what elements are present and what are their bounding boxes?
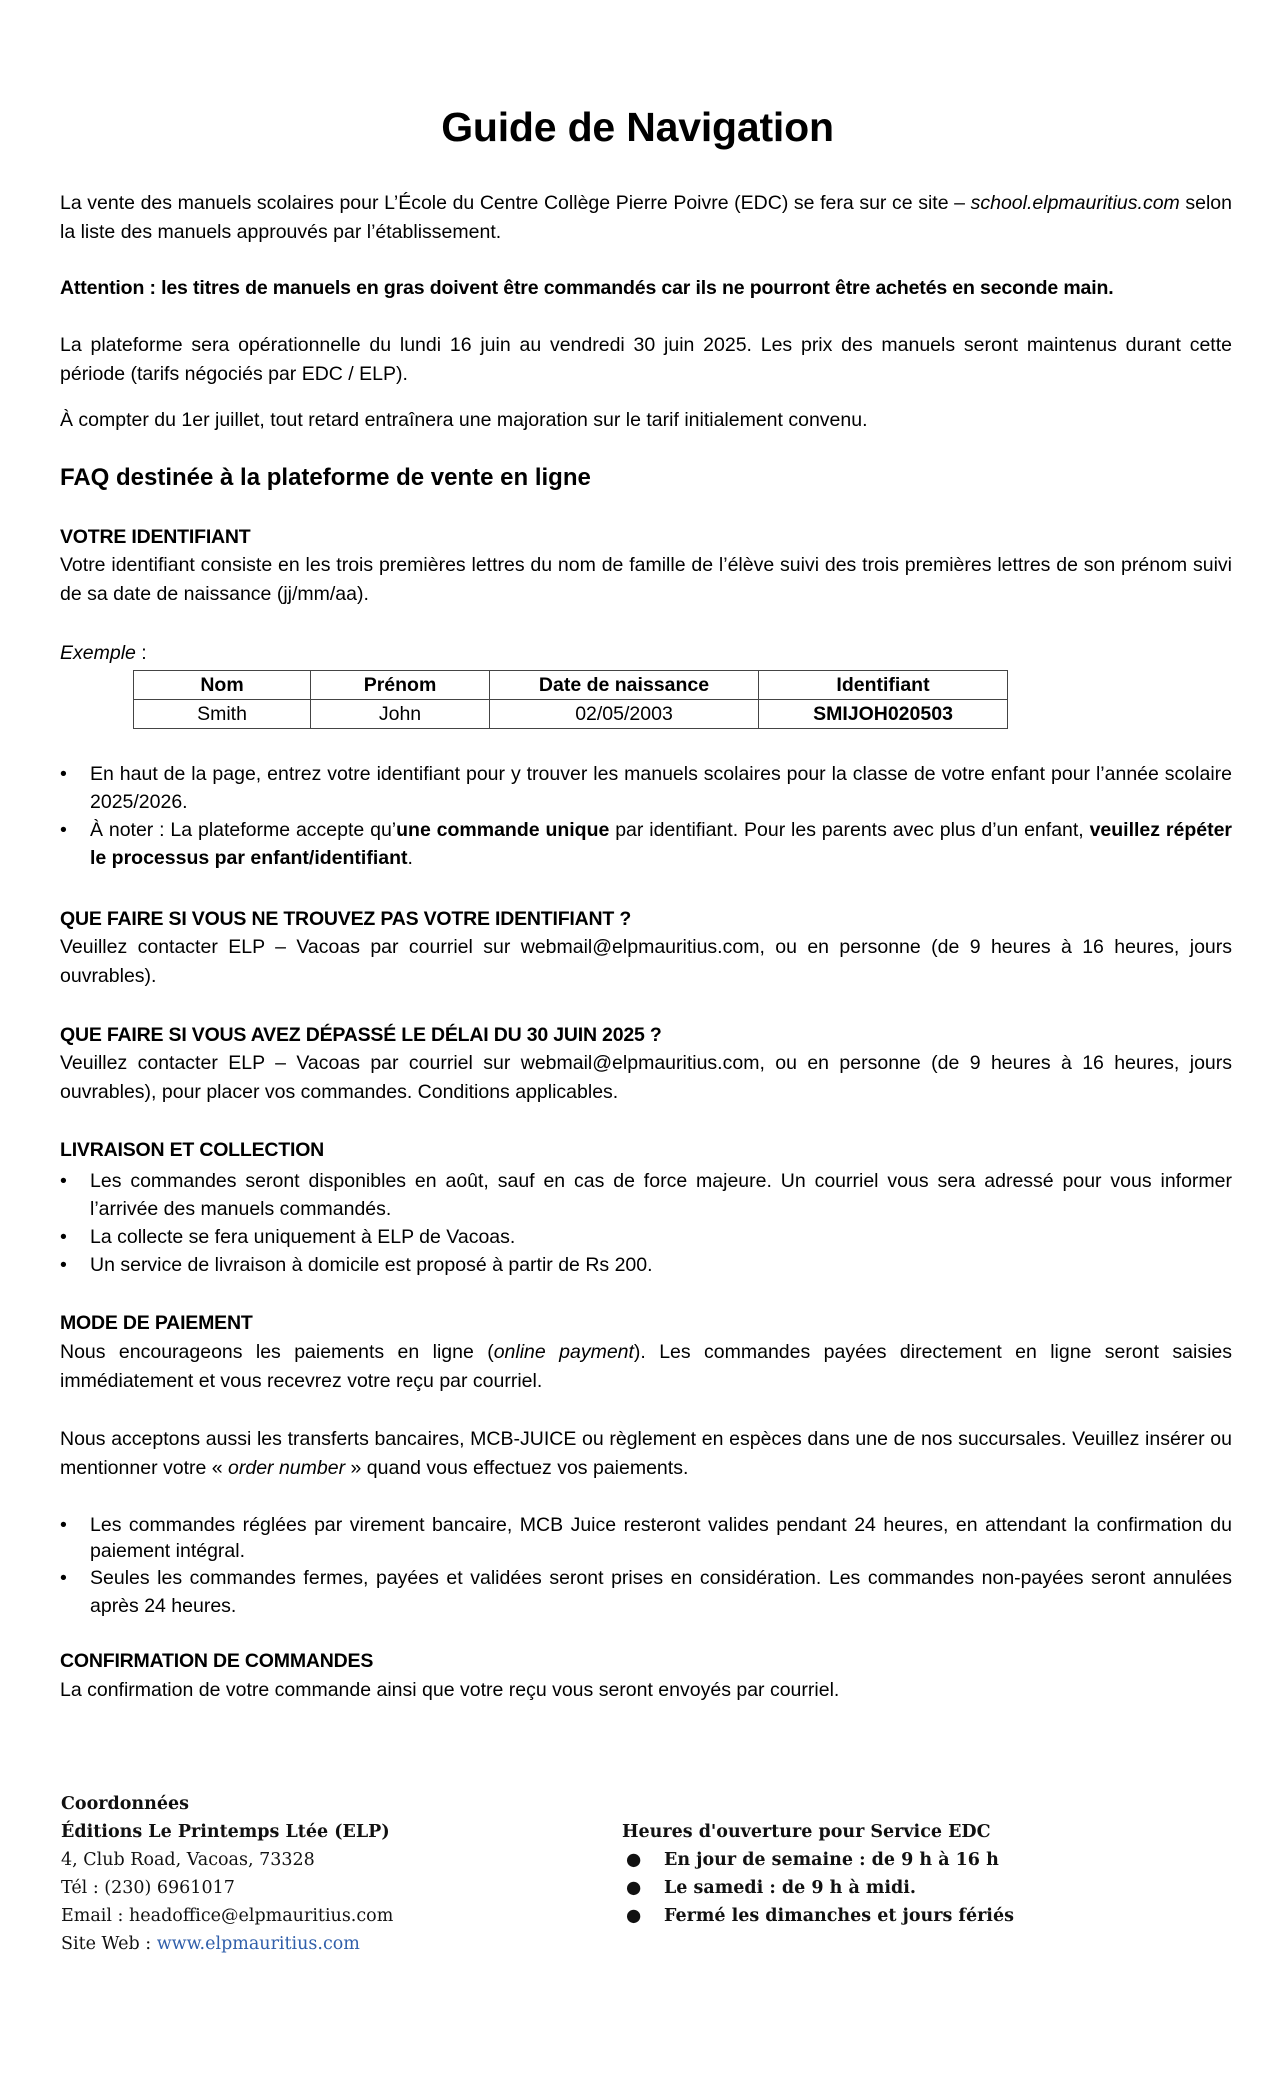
list-item-text: Seules les commandes fermes, payées et validées seront prises en considération. Les commandes non-payées seront annulées après 24 heures.	[90, 1567, 1232, 1617]
hours-item	[622, 1902, 1014, 1930]
page-title: Guide de Navigation	[441, 104, 834, 150]
italic-text: online payment	[493, 1341, 634, 1363]
bullet-icon: •	[60, 819, 67, 841]
company-name: Éditions Le Printemps Ltée (ELP)	[61, 1822, 390, 1842]
payment-bullets	[60, 1512, 1232, 1620]
example-label	[60, 639, 147, 667]
bullet-icon: ●	[626, 1878, 642, 1898]
bullet-icon: ●	[626, 1850, 642, 1870]
list-item-text: Les commandes réglées par virement bancaire, MCB Juice resteront valides pendant 24 heures, en attendant la confirmation du paiement intégral.	[90, 1514, 1232, 1562]
platform-period-paragraph: La plateforme sera opérationnelle du lundi 16 juin au vendredi 30 juin 2025. Les prix des manuels seront maintenus durant cette période (tarifs négociés par EDC / ELP).	[60, 334, 1232, 385]
opening-hours-block	[622, 1818, 1014, 1930]
phone: Tél : (230) 6961017	[61, 1878, 235, 1898]
not-found-text: Veuillez contacter ELP – Vacoas par courriel sur webmail@elpmauritius.com, ou en personne (de 9 heures à 16 heures, jours ouvrables).	[60, 936, 1232, 987]
section-heading-late: QUE FAIRE SI VOUS AVEZ DÉPASSÉ LE DÉLAI DU 30 JUIN 2025 ?	[60, 1024, 662, 1046]
section-heading-confirmation: CONFIRMATION DE COMMANDES	[60, 1650, 374, 1672]
list-item	[60, 1564, 1232, 1620]
table-cell-nom: Smith	[134, 700, 311, 729]
identifiant-example-table	[133, 670, 1008, 729]
bullet-icon: •	[60, 1254, 67, 1276]
table-cell-prenom: John	[311, 700, 490, 729]
list-item-text: Les commandes seront disponibles en août, sauf en cas de force majeure. Un courriel vous sera adressé pour vous informer l’arrivée des manuels commandés.	[90, 1170, 1232, 1220]
contact-heading: Coordonnées	[61, 1794, 189, 1814]
table-cell-identifiant: SMIJOH020503	[759, 700, 1008, 729]
payment-paragraph-2	[60, 1425, 1232, 1482]
list-item-text: La collecte se fera uniquement à ELP de Vacoas.	[90, 1226, 516, 1248]
payment-paragraph-1	[60, 1338, 1232, 1395]
table-header-date: Date de naissance	[490, 671, 759, 700]
example-colon: :	[135, 642, 147, 664]
bullet-icon: •	[60, 1170, 67, 1192]
website-line	[61, 1930, 393, 1958]
section-heading-delivery: LIVRAISON ET COLLECTION	[60, 1139, 325, 1161]
section-heading-not-found: QUE FAIRE SI VOUS NE TROUVEZ PAS VOTRE IDENTIFIANT ?	[60, 908, 632, 930]
list-item	[60, 1251, 1232, 1279]
paragraph-text: » quand vous effectuez vos paiements.	[345, 1456, 689, 1479]
hours-heading: Heures d'ouverture pour Service EDC	[622, 1822, 991, 1842]
italic-text: order number	[228, 1456, 346, 1479]
example-label-text: Exemple	[60, 642, 136, 664]
paragraph-text: ). Les commandes payées directement en ligne seront saisies immédiatement et vous recevrez votre reçu par courriel.	[60, 1341, 1232, 1392]
list-item-text: En haut de la page, entrez votre identifiant pour y trouver les manuels scolaires pour la classe de votre enfant pour l’année scolaire 2025/2026.	[90, 763, 1232, 813]
emphasis-text: une commande unique	[396, 819, 610, 841]
confirmation-text: La confirmation de votre commande ainsi que votre reçu vous seront envoyés par courriel.	[60, 1679, 840, 1701]
bullet-icon: ●	[626, 1906, 642, 1926]
website-label: Site Web :	[61, 1934, 157, 1954]
list-item-text: Un service de livraison à domicile est proposé à partir de Rs 200.	[90, 1254, 653, 1276]
list-item	[60, 816, 1232, 872]
intro-rest: selon la liste des manuels approuvés par l’établissement.	[60, 192, 1232, 243]
site-link[interactable]: school.elpmauritius.com	[970, 192, 1180, 214]
table-header-row	[134, 671, 1008, 700]
late-text: Veuillez contacter ELP – Vacoas par courriel sur webmail@elpmauritius.com, ou en personne (de 9 heures à 16 heures, jours ouvrables), pour placer vos commandes. Conditions applicables.	[60, 1052, 1232, 1103]
section-heading-identifiant: VOTRE IDENTIFIANT	[60, 526, 251, 548]
list-item	[60, 760, 1232, 816]
attention-notice: Attention : les titres de manuels en gras doivent être commandés car ils ne pourront être achetés en seconde main.	[60, 277, 1114, 299]
bullet-icon: •	[60, 1514, 67, 1536]
bullet-icon: •	[60, 1226, 67, 1248]
paragraph-text: Nous encourageons les paiements en ligne (	[60, 1341, 494, 1363]
table-row	[134, 700, 1008, 729]
table-header-nom: Nom	[134, 671, 311, 700]
hours-text: En jour de semaine : de 9 h à 16 h	[664, 1850, 999, 1870]
list-item	[60, 1167, 1232, 1223]
emphasis-text: veuillez répéter le processus par enfant/identifiant	[90, 819, 1232, 869]
website-link[interactable]: www.elpmauritius.com	[156, 1934, 360, 1954]
list-item	[60, 1223, 1232, 1251]
table-header-prenom: Prénom	[311, 671, 490, 700]
intro-text: La vente des manuels scolaires pour L’École du Centre Collège Pierre Poivre (EDC) se fera sur ce site –	[60, 192, 965, 214]
hours-item	[622, 1846, 1014, 1874]
address: 4, Club Road, Vacoas, 73328	[61, 1850, 315, 1870]
identifiant-bullets	[60, 760, 1232, 872]
list-item-text: .	[407, 847, 413, 869]
hours-text: Le samedi : de 9 h à midi.	[664, 1878, 917, 1898]
intro-paragraph	[60, 189, 1232, 246]
list-item	[60, 1512, 1232, 1564]
hours-text: Fermé les dimanches et jours fériés	[664, 1906, 1014, 1926]
section-heading-payment: MODE DE PAIEMENT	[60, 1312, 253, 1334]
email: Email : headoffice@elpmauritius.com	[61, 1906, 394, 1926]
delivery-bullets	[60, 1167, 1232, 1279]
list-item-text: À noter : La plateforme accepte qu’	[90, 819, 397, 841]
late-fee-paragraph: À compter du 1er juillet, tout retard entraînera une majoration sur le tarif initialement convenu.	[60, 409, 868, 431]
hours-item	[622, 1874, 1014, 1902]
table-header-identifiant: Identifiant	[759, 671, 1008, 700]
list-item-text: par identifiant. Pour les parents avec plus d’un enfant,	[609, 819, 1090, 841]
identifiant-description: Votre identifiant consiste en les trois premières lettres du nom de famille de l’élève suivi des trois premières lettres de son prénom suivi de sa date de naissance (jj/mm/aa).	[60, 554, 1232, 605]
paragraph-text: Nous acceptons aussi les transferts bancaires, MCB-JUICE ou règlement en espèces dans une de nos succursales. Veuillez insérer ou mentionner votre «	[60, 1428, 1232, 1479]
bullet-icon: •	[60, 763, 67, 785]
contact-block	[61, 1790, 393, 1958]
bullet-icon: •	[60, 1567, 67, 1589]
table-cell-date: 02/05/2003	[490, 700, 759, 729]
faq-heading: FAQ destinée à la plateforme de vente en ligne	[60, 464, 591, 491]
